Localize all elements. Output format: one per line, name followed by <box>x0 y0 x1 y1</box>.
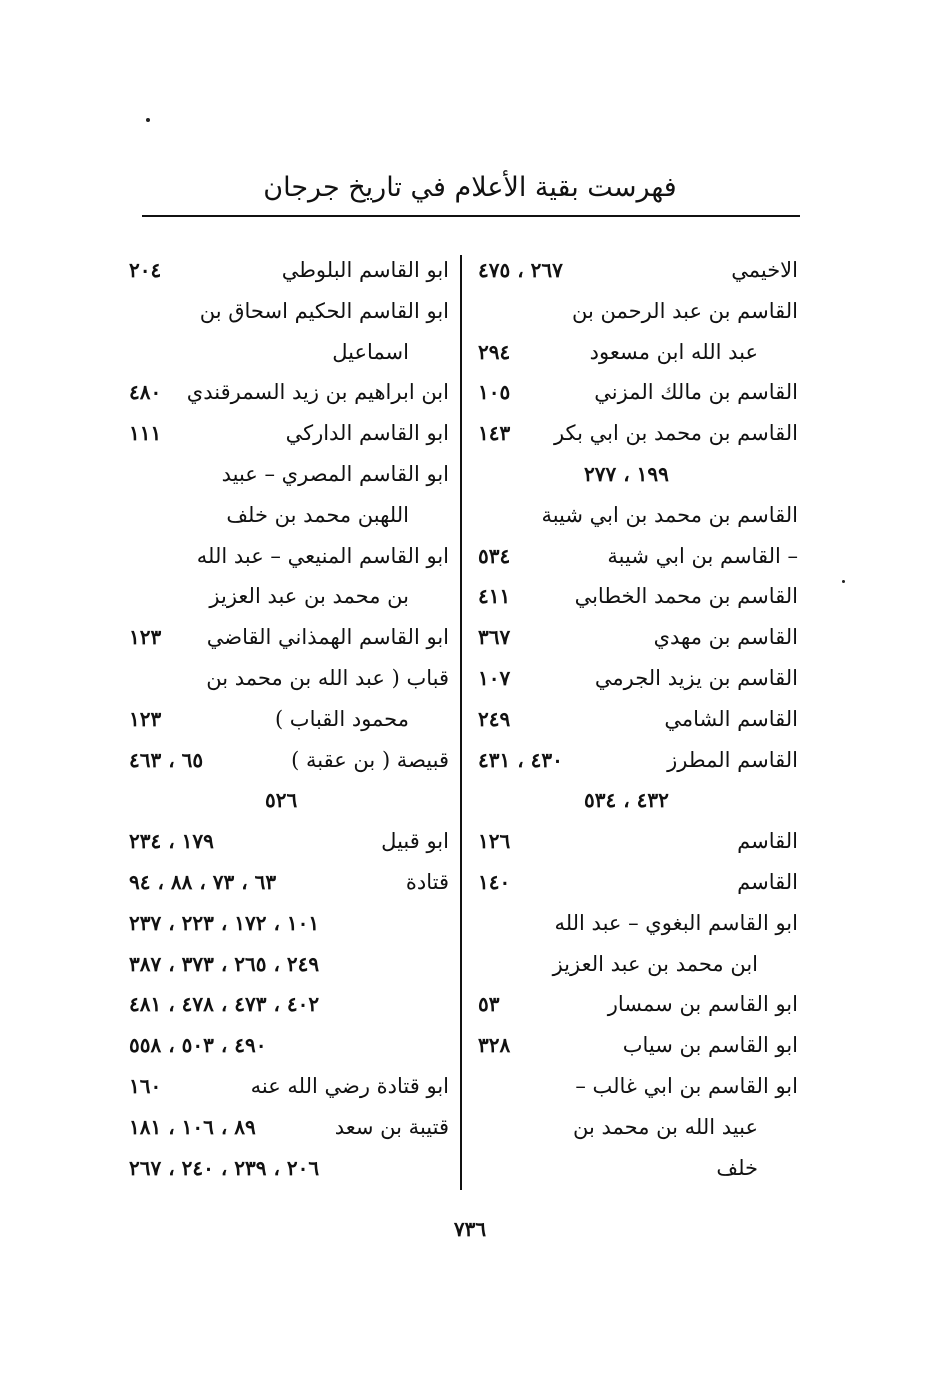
index-entry <box>466 413 806 453</box>
entry-pages: ٣٦٧ <box>478 625 511 650</box>
entry-pages: ٣٢٨ <box>478 1033 511 1058</box>
index-entry <box>125 291 457 331</box>
entry-name: ابو القاسم المصري – عبيد <box>221 462 449 486</box>
entry-pages: ٤٩٠ ، ٥٠٣ ، ٥٥٨ <box>129 1033 267 1058</box>
entry-name: بن محمد بن عبد العزيز <box>209 584 409 609</box>
index-entry <box>466 454 806 494</box>
entry-name: القاسم بن عبد الرحمن بن <box>571 298 798 323</box>
entry-name: ابو القاسم الهمذاني القاضي <box>206 625 449 650</box>
entry-pages: ٦٣ ، ٧٣ ، ٨٨ ، ٩٤ <box>129 870 277 894</box>
entry-name: ابو قبيل <box>381 829 449 854</box>
index-entry <box>466 821 806 861</box>
entry-pages: ١٩٩ ، ٢٧٧ <box>584 462 669 486</box>
index-entry <box>466 780 806 820</box>
entry-pages: ١٢٣ <box>129 706 162 731</box>
entry-name: قتادة <box>405 870 449 894</box>
entry-pages: ٢٠٦ ، ٢٣٩ ، ٢٤٠ ، ٢٦٧ <box>129 1155 320 1180</box>
index-entry <box>125 576 457 616</box>
entry-pages: ٢٤٩ ، ٢٦٥ ، ٣٧٣ ، ٣٨٧ <box>129 951 320 976</box>
index-entry <box>466 536 806 576</box>
index-entry <box>125 413 457 453</box>
entry-name: ابو القاسم البلوطي <box>281 258 449 282</box>
index-entry <box>125 1107 457 1147</box>
entry-pages: ١٢٣ <box>129 625 162 650</box>
index-entry <box>466 495 806 535</box>
title-rule <box>142 215 800 217</box>
index-entry <box>125 1066 457 1106</box>
index-entry <box>466 291 806 331</box>
column-divider <box>460 255 462 1190</box>
entry-name: القاسم الشامي <box>664 706 798 731</box>
index-entry <box>125 740 457 780</box>
index-entry <box>125 658 457 698</box>
entry-pages: ١٠٥ <box>478 380 511 405</box>
entry-name: ابو القاسم بن سمسار <box>607 992 798 1017</box>
entry-name: القاسم المطرز <box>667 747 798 772</box>
entry-name: ابو القاسم البغوي – عبد الله <box>554 910 798 935</box>
entry-name: عبيد الله بن محمد بن <box>572 1114 758 1139</box>
entry-name: القاسم <box>737 870 798 894</box>
index-entry <box>125 780 457 820</box>
entry-name: خلف <box>716 1155 758 1180</box>
index-entry <box>466 332 806 372</box>
entry-name: ابن ابراهيم بن زيد السمرقندي <box>186 380 449 405</box>
entry-name: ابو القاسم الحكيم اسحاق بن <box>199 298 449 323</box>
entry-name: الاخيمي <box>731 258 798 282</box>
index-entry <box>466 658 806 698</box>
index-entry <box>466 944 806 984</box>
entry-name: قباب ( عبد الله بن محمد بن <box>206 666 449 690</box>
index-entry <box>466 250 806 290</box>
index-entry <box>466 740 806 780</box>
index-entry <box>125 903 457 943</box>
ink-speck <box>146 118 150 122</box>
entry-name: ابن محمد بن عبد العزيز <box>552 951 758 976</box>
entry-pages: ١١١ <box>129 421 162 446</box>
index-entry <box>125 372 457 412</box>
index-entry <box>125 617 457 657</box>
index-entry <box>466 1025 806 1065</box>
entry-name: القاسم <box>737 829 798 854</box>
index-entry <box>466 984 806 1024</box>
entry-pages: ٢٩٤ <box>478 339 511 364</box>
index-entry <box>466 1148 806 1188</box>
page-number: ٧٣٦ <box>453 1217 487 1241</box>
entry-name: القاسم بن مهدي <box>653 625 798 650</box>
entry-pages: ٢٦٧ ، ٤٧٥ <box>478 258 563 282</box>
index-entry <box>466 699 806 739</box>
index-entry <box>125 454 457 494</box>
entry-name: – القاسم بن ابي شيبة <box>607 543 798 568</box>
entry-pages: ٤٣٠ ، ٤٣١ <box>478 747 563 772</box>
page-title: فهرست بقية الأعلام في تاريخ جرجان <box>263 172 677 203</box>
entry-name: القاسم بن محمد الخطابي <box>574 584 798 609</box>
entry-pages: ١٠١ ، ١٧٢ ، ٢٢٣ ، ٢٣٧ <box>129 910 320 935</box>
entry-pages: ٦٥ ، ٤٦٣ <box>129 747 204 772</box>
entry-pages: ١٦٠ <box>129 1074 162 1098</box>
index-entry <box>466 617 806 657</box>
entry-pages: ٤٠٢ ، ٤٧٣ ، ٤٧٨ ، ٤٨١ <box>129 992 320 1017</box>
index-entry <box>466 1066 806 1106</box>
entry-name: عبد الله ابن مسعود <box>589 339 758 364</box>
index-entry <box>125 1148 457 1188</box>
index-entry <box>466 903 806 943</box>
entry-pages: ١٤٠ <box>478 870 511 894</box>
entry-pages: ٤٨٠ <box>129 380 162 405</box>
entry-pages: ١٢٦ <box>478 829 511 854</box>
entry-name: ابو قتادة رضي الله عنه <box>250 1074 449 1098</box>
entry-pages: ٤١١ <box>478 584 511 609</box>
entry-pages: ١٧٩ ، ٢٣٤ <box>129 829 214 854</box>
ink-speck <box>842 580 845 583</box>
index-entry <box>125 332 457 372</box>
entry-pages: ٢٠٤ <box>129 258 162 282</box>
entry-name: قبيصة ( بن عقبة ) <box>291 747 449 772</box>
entry-pages: ٤٣٢ ، ٥٣٤ <box>584 788 669 813</box>
entry-name: ابو القاسم الداركي <box>285 421 449 446</box>
entry-name: القاسم بن مالك المزني <box>594 380 798 405</box>
entry-name: القاسم بن يزيد الجرمي <box>594 666 798 690</box>
entry-pages: ٨٩ ، ١٠٦ ، ١٨١ <box>129 1114 256 1139</box>
entry-pages: ١٤٣ <box>478 421 511 446</box>
entry-name: القاسم بن محمد بن ابي بكر <box>553 421 798 446</box>
entry-name: اسماعيل <box>332 339 409 364</box>
index-entry <box>466 372 806 412</box>
index-entry <box>125 699 457 739</box>
index-entry <box>125 984 457 1024</box>
entry-pages: ٥٢٦ <box>265 788 298 813</box>
index-entry <box>125 250 457 290</box>
index-entry <box>125 821 457 861</box>
entry-pages: ٢٤٩ <box>478 706 511 731</box>
index-entry <box>466 1107 806 1147</box>
index-entry <box>125 944 457 984</box>
index-entry <box>466 862 806 902</box>
entry-pages: ١٠٧ <box>478 666 511 690</box>
entry-name: قتيبة بن سعد <box>334 1114 449 1139</box>
entry-pages: ٥٣ <box>478 992 500 1017</box>
entry-name: ابو القاسم بن ابي غالب – <box>575 1074 798 1098</box>
index-entry <box>125 862 457 902</box>
entry-name: ابو القاسم بن سياب <box>622 1033 798 1058</box>
index-entry <box>125 536 457 576</box>
entry-name: محمود القباب ) <box>274 706 409 731</box>
entry-name: اللهبن محمد بن خلف <box>226 502 409 527</box>
entry-pages: ٥٣٤ <box>478 543 511 568</box>
index-entry <box>125 1025 457 1065</box>
index-entry <box>466 576 806 616</box>
index-entry <box>125 495 457 535</box>
entry-name: ابو القاسم المنيعي – عبد الله <box>196 543 449 568</box>
entry-name: القاسم بن محمد بن ابي شيبة <box>541 502 798 527</box>
